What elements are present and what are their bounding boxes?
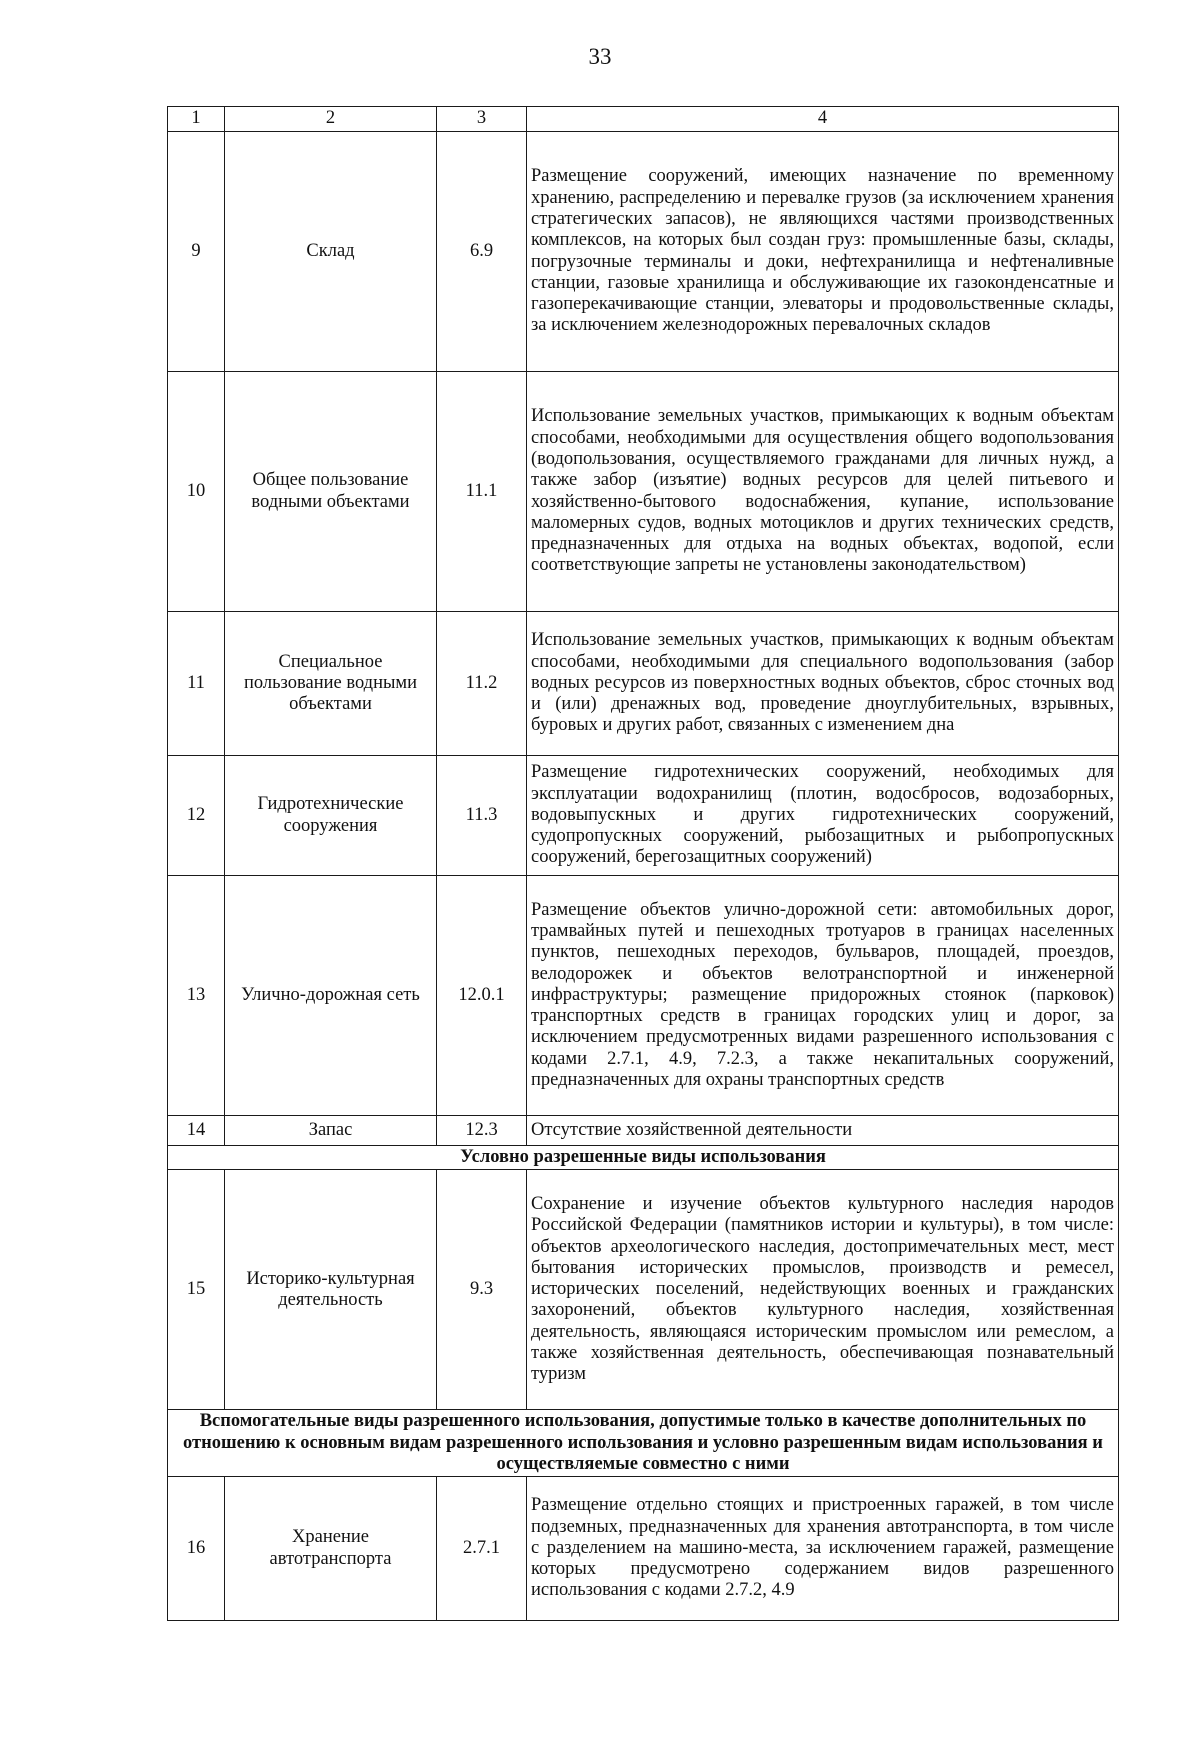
table-row	[168, 132, 1119, 372]
use-type-code: 11.2	[437, 612, 527, 756]
use-type-name: Гидротехнические сооружения	[225, 756, 437, 876]
section-heading-auxiliary: Вспомогательные виды разрешенного использования, допустимые только в качестве дополнительных по отношению к основным видам разрешенного использования и условно разрешенным видам использования и осуществляемые совместно с ними	[168, 1410, 1119, 1477]
use-type-code: 6.9	[437, 132, 527, 372]
section-heading-row	[168, 1410, 1119, 1477]
table-row	[168, 876, 1119, 1116]
use-type-name: Историко-культурная деятельность	[225, 1170, 437, 1410]
use-type-name: Общее пользование водными объектами	[225, 372, 437, 612]
use-type-code: 12.0.1	[437, 876, 527, 1116]
table-row	[168, 1477, 1119, 1621]
use-type-name: Склад	[225, 132, 437, 372]
header-cell-code: 3	[437, 107, 527, 132]
section-heading-row	[168, 1146, 1119, 1170]
row-number: 15	[168, 1170, 225, 1410]
header-cell-name: 2	[225, 107, 437, 132]
table-row	[168, 1170, 1119, 1410]
use-type-name: Хранение автотранспорта	[225, 1477, 437, 1621]
use-type-description: Использование земельных участков, примыкающих к водным объектам способами, необходимыми для осуществления общего водопользования (водопользования, осуществляемого гражданами для личных нужд, а также забор (изъятие) водных ресурсов для целей питьевого и хозяйственно-бытового водоснабжения, купание, использование маломерных судов, водных мотоциклов и других технических средств, предназначенных для отдыха на водных объектах, водопой, если соответствующие запреты не установлены законодательством)	[527, 372, 1119, 612]
use-type-code: 2.7.1	[437, 1477, 527, 1621]
use-type-description: Размещение гидротехнических сооружений, необходимых для эксплуатации водохранилищ (плотин, водосбросов, водозаборных, водовыпускных и других гидротехнических сооружений, судопропускных сооружений, рыбозащитных и рыбопропускных сооружений, берегозащитных сооружений)	[527, 756, 1119, 876]
row-number: 14	[168, 1116, 225, 1146]
use-type-description: Отсутствие хозяйственной деятельности	[527, 1116, 1119, 1146]
row-number: 9	[168, 132, 225, 372]
use-type-code: 9.3	[437, 1170, 527, 1410]
use-type-code: 12.3	[437, 1116, 527, 1146]
table-row	[168, 756, 1119, 876]
use-type-description: Размещение отдельно стоящих и пристроенных гаражей, в том числе подземных, предназначенных для хранения автотранспорта, в том числе с разделением на машино-места, за исключением гаражей, размещение которых предусмотрено содержанием видов разрешенного использования с кодами 2.7.2, 4.9	[527, 1477, 1119, 1621]
page-number: 33	[588, 44, 612, 69]
use-type-description: Сохранение и изучение объектов культурного наследия народов Российской Федерации (памятников истории и культуры), в том числе: объектов археологического наследия, достопримечательных мест, мест бытования исторических промыслов, производств и ремесел, исторических поселений, недействующих военных и гражданских захоронений, объектов культурного наследия, хозяйственная деятельность, являющаяся историческим промыслом или ремеслом, а также хозяйственная деятельность, обеспечивающая познавательный туризм	[527, 1170, 1119, 1410]
header-cell-number: 1	[168, 107, 225, 132]
table-row	[168, 372, 1119, 612]
table-header-row	[168, 107, 1119, 132]
row-number: 16	[168, 1477, 225, 1621]
header-cell-description: 4	[527, 107, 1119, 132]
section-heading-conditional: Условно разрешенные виды использования	[168, 1146, 1119, 1170]
use-type-description: Размещение объектов улично-дорожной сети: автомобильных дорог, трамвайных путей и пешеходных тротуаров в границах населенных пунктов, пешеходных переходов, бульваров, площадей, проездов, велодорожек и объектов велотранспортной и инженерной инфраструктуры; размещение придорожных стоянок (парковок) транспортных средств в границах городских улиц и дорог, за исключением предусмотренных видами разрешенного использования с кодами 2.7.1, 4.9, 7.2.3, а также некапитальных сооружений, предназначенных для охраны транспортных средств	[527, 876, 1119, 1116]
row-number: 13	[168, 876, 225, 1116]
row-number: 11	[168, 612, 225, 756]
use-type-code: 11.3	[437, 756, 527, 876]
row-number: 12	[168, 756, 225, 876]
table-row	[168, 1116, 1119, 1146]
use-type-name: Улично-дорожная сеть	[225, 876, 437, 1116]
land-use-table	[167, 106, 1119, 1621]
row-number: 10	[168, 372, 225, 612]
use-type-name: Специальное пользование водными объектами	[225, 612, 437, 756]
use-type-description: Использование земельных участков, примыкающих к водным объектам способами, необходимыми для специального водопользования (забор водных ресурсов из поверхностных водных объектов, сброс сточных вод и (или) дренажных вод, проведение дноуглубительных, взрывных, буровых и других работ, связанных с изменением дна	[527, 612, 1119, 756]
use-type-code: 11.1	[437, 372, 527, 612]
use-type-description: Размещение сооружений, имеющих назначение по временному хранению, распределению и перевалке грузов (за исключением хранения стратегических запасов), не являющихся частями производственных комплексов, на которых был создан груз: промышленные базы, склады, погрузочные терминалы и доки, нефтехранилища и нефтеналивные станции, газовые хранилища и обслуживающие их газоконденсатные и газоперекачивающие станции, элеваторы и продовольственные склады, за исключением железнодорожных перевалочных складов	[527, 132, 1119, 372]
use-type-name: Запас	[225, 1116, 437, 1146]
table-row	[168, 612, 1119, 756]
